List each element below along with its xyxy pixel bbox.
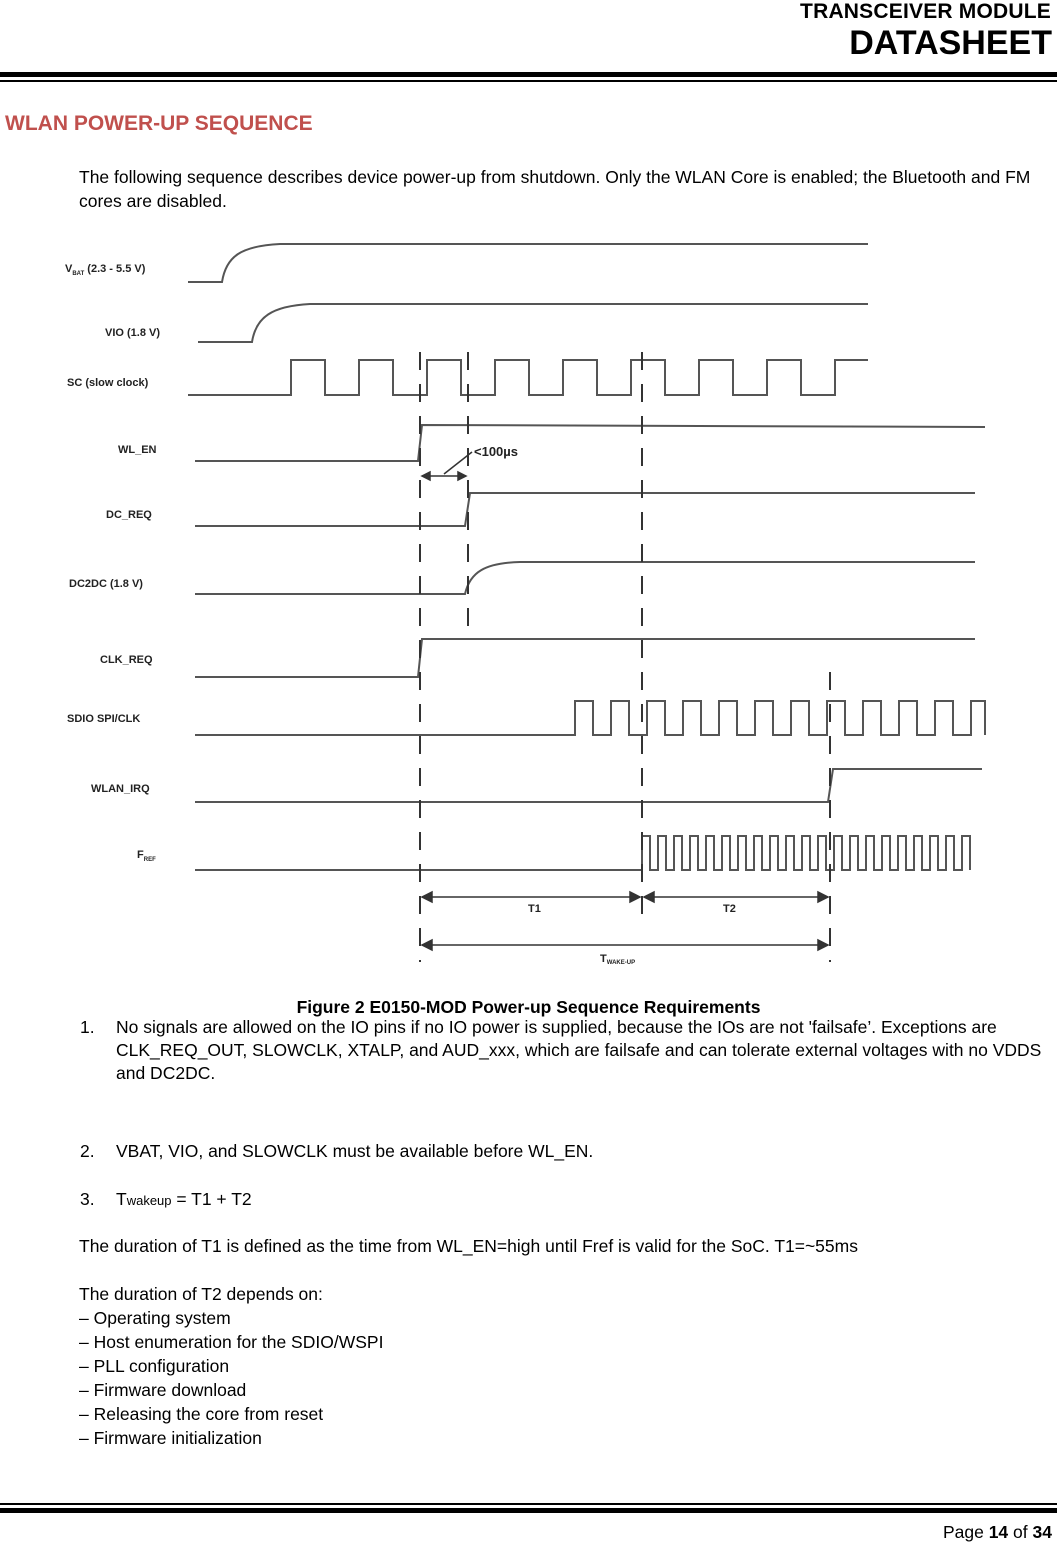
sc-waveform xyxy=(188,360,868,395)
wl-en-waveform xyxy=(195,425,985,461)
section-title: WLAN POWER-UP SEQUENCE xyxy=(5,112,313,135)
list-item: – Firmware initialization xyxy=(79,1428,262,1448)
label-vio: VIO (1.8 V) xyxy=(105,327,161,339)
sdio-waveform xyxy=(195,701,985,735)
label-dc2dc: DC2DC (1.8 V) xyxy=(69,578,143,590)
list-item-2 xyxy=(80,1140,1055,1163)
vio-waveform xyxy=(198,304,868,342)
label-fref: $F_{REF}$ xyxy=(137,849,156,863)
t2-intro: The duration of T2 depends on: xyxy=(79,1284,323,1304)
label-clk-req: CLK_REQ xyxy=(100,654,153,666)
list-item: – Firmware download xyxy=(79,1380,247,1400)
list-item: – Host enumeration for the SDIO/WSPI xyxy=(79,1332,384,1352)
intro-paragraph: The following sequence describes device power-up from shutdown. Only the WLAN Core is enabled; the Bluetooth and FM cores are disabled. xyxy=(79,167,1031,211)
twake-label: TWAKE-UP xyxy=(600,953,636,966)
t1-label: T1 xyxy=(528,903,541,915)
label-dc-req: DC_REQ xyxy=(106,509,152,521)
t2-list xyxy=(79,1306,1054,1450)
wlan-irq-waveform xyxy=(195,769,982,802)
timing-diagram xyxy=(60,232,1000,972)
list-text: Twakeup = T1 + T2 xyxy=(116,1189,252,1209)
list-number: 2. xyxy=(80,1141,95,1161)
t1-paragraph: The duration of T1 is defined as the time from WL_EN=high until Fref is valid for the SoC. T1=~55ms xyxy=(79,1236,858,1256)
list-item-1 xyxy=(80,1016,1055,1085)
label-vbat: $V_{BAT}$ (2.3 - 5.5 V) xyxy=(65,263,146,277)
t2-label: T2 xyxy=(723,903,736,915)
list-item: – Operating system xyxy=(79,1308,231,1328)
list-text: VBAT, VIO, and SLOWCLK must be available before WL_EN. xyxy=(116,1141,594,1161)
list-number: 1. xyxy=(80,1017,95,1037)
list-number: 3. xyxy=(80,1189,95,1209)
header-rule-thin xyxy=(0,80,1057,82)
header-title-line1: TRANSCEIVER MODULE xyxy=(800,0,1051,23)
footer-rule-thick xyxy=(0,1508,1057,1513)
annotation-arrow-right xyxy=(458,472,466,480)
vbat-waveform xyxy=(188,244,868,282)
label-wl-en: WL_EN xyxy=(118,444,157,456)
annotation-label: <100µs xyxy=(474,444,519,459)
clk-req-waveform xyxy=(195,639,975,677)
list-item: – PLL configuration xyxy=(79,1356,230,1376)
footer-rule-thin xyxy=(0,1503,1057,1505)
fref-waveform xyxy=(195,836,970,870)
page-number: Page 14 of 34 xyxy=(942,1522,1052,1542)
dc-req-waveform xyxy=(195,493,975,526)
dc2dc-waveform xyxy=(195,562,975,594)
label-sdio: SDIO SPI/CLK xyxy=(67,713,141,725)
figure-caption: Figure 2 E0150-MOD Power-up Sequence Requirements xyxy=(296,997,761,1017)
annotation-arrow-left xyxy=(422,472,430,480)
list-text: No signals are allowed on the IO pins if no IO power is supplied, because the IOs are not 'failsafe’. Exceptions are CLK_REQ_OUT, SLOWCLK, XTALP, and AUD_xxx, which are failsafe and can tolerate external voltages with no VDDS and DC2DC. xyxy=(116,1017,1042,1083)
header-rule-thick xyxy=(0,72,1057,77)
label-sc: SC (slow clock) xyxy=(67,377,149,389)
label-wlan-irq: WLAN_IRQ xyxy=(91,783,150,795)
list-item-3 xyxy=(80,1188,1055,1212)
header-title-line2: DATASHEET xyxy=(849,24,1052,62)
list-item: – Releasing the core from reset xyxy=(79,1404,324,1424)
